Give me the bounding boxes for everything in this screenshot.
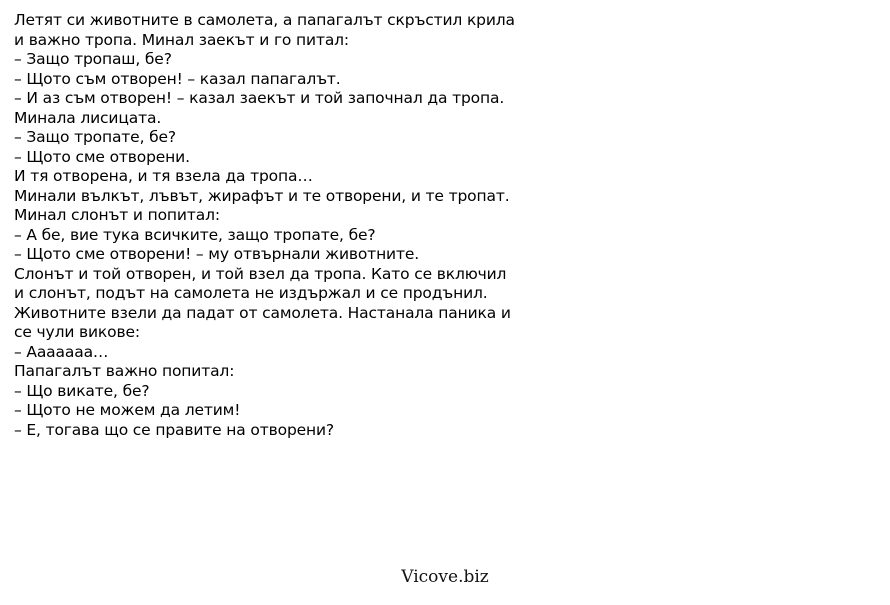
- joke-line: Минал слонът и попитал:: [14, 206, 220, 224]
- joke-line: – Е, тогава що се правите на отворени?: [14, 420, 335, 439]
- joke-line: – Щото сме отворени.: [14, 147, 190, 166]
- joke-text: [14, 11, 874, 440]
- joke-line: Папагалът важно попитал:: [14, 362, 235, 380]
- joke-line: – А бе, вие тука всичките, защо тропате, бе?: [14, 225, 376, 244]
- joke-line: – И аз съм отворен! – казал заекът и той започнал да тропа.: [14, 89, 505, 107]
- joke-line: – Щото не можем да летим!: [14, 401, 241, 419]
- site-watermark: Vicove.biz: [401, 567, 489, 587]
- joke-line: се чули викове:: [14, 323, 140, 341]
- joke-line: – Що викате, бе?: [14, 381, 150, 400]
- joke-line: и важно тропа. Минал заекът и го питал:: [14, 30, 350, 49]
- joke-line: – Щото съм отворен! – казал папагалът.: [14, 69, 341, 88]
- joke-line: Минали вълкът, лъвът, жирафът и те отворени, и те тропат.: [14, 186, 510, 205]
- joke-line: Слонът и той отворен, и той взел да тропа. Като се включил: [14, 264, 507, 283]
- joke-line: И тя отворена, и тя взела да тропа…: [14, 167, 313, 185]
- joke-line: и слонът, подът на самолета не издържал и се продънил.: [14, 284, 488, 302]
- joke-line: – Ааааааа…: [14, 342, 109, 361]
- joke-line: Животните взели да падат от самолета. Настанала паника и: [14, 303, 511, 322]
- joke-line: Летят си животните в самолета, а папагалът скръстил крила: [14, 11, 515, 29]
- joke-line: Минала лисицата.: [14, 108, 162, 127]
- joke-line: – Защо тропате, бе?: [14, 128, 176, 146]
- joke-line: – Защо тропаш, бе?: [14, 50, 172, 68]
- joke-line: – Щото сме отворени! – му отвърнали животните.: [14, 245, 420, 263]
